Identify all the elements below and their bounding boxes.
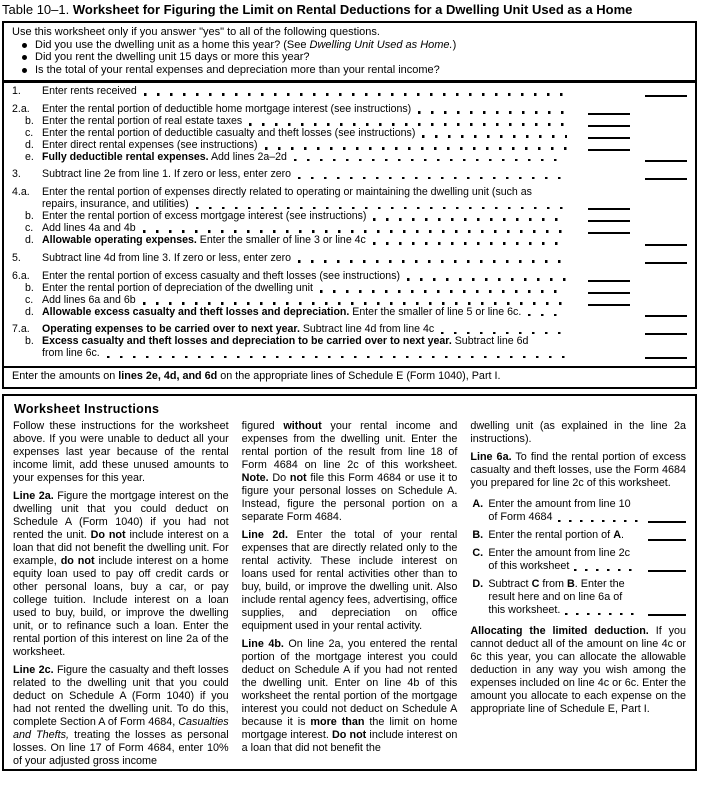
dot-leader [265,147,567,150]
text-segment: on the appropriate lines of Schedule E (Form 1040), Part I. [217,370,501,383]
line-number: 4.a. [12,186,30,199]
entry-blank [648,539,686,541]
item-line-text [488,511,552,524]
line-number: b. [25,114,34,127]
text-segment: Allocating the limited deduction. [470,625,649,637]
item-letter: C. [472,547,484,559]
description-line [42,336,581,348]
line-number: c. [25,293,34,306]
dot-leader [294,159,567,162]
dot-leader [565,613,638,615]
line-number: d. [25,233,34,246]
entry-blank [648,570,686,572]
description-last-line [42,253,581,265]
item-text [488,547,644,573]
text-segment: not [289,472,307,484]
item-amount-cell [644,614,686,617]
dot-leader [373,242,567,245]
entry-blank [645,262,687,264]
item-line [488,578,644,591]
text-segment: file this Form 4684 or use it to figure your personal losses on Schedule A. Instead, figure the personal portion on a separate Form 4684. [241,472,458,523]
bullet-icon [22,68,27,73]
text-segment: . Enter the [574,578,625,590]
text-segment: Do not [331,729,367,741]
entry-blank [588,137,630,139]
entry-blank [588,113,630,115]
dot-leader [528,314,567,317]
questions-bullet-list [12,39,687,77]
worksheet-row [12,235,687,247]
text-segment: this worksheet. [488,604,561,616]
text-segment: On line 2a, you entered the rental portion of the mortgage interest you could deduct on Schedule A if you had not rented the dwelling unit. Enter on line 4b of this worksheet the rental portion of the mortgage interest you could not deduct on Schedule A because it is [241,638,458,728]
dot-leader [320,290,567,293]
text-segment: Line 2a. [13,490,54,502]
instructions-column [242,420,458,773]
outer-amount-cell [637,315,687,318]
line-number: d. [25,305,34,318]
dot-leader [373,218,567,221]
item-amount-cell [644,521,686,524]
item-last-line [488,604,644,617]
text-segment: your rental income and expenses from the dwelling unit. Enter the rental portion of the result from line 18 of Form 4684 on line 2c of this worksheet. [241,420,458,471]
instructions-column [13,420,229,773]
instruction-paragraph [13,664,229,768]
dot-leader [574,569,638,571]
line-number: 2.a. [12,102,30,115]
question-text [35,39,456,52]
text-segment: Enter the rental portion of deductible casualty and theft losses (see instructions) [42,126,416,139]
entry-blank [645,178,687,180]
text-segment: of this worksheet [488,560,570,572]
text-segment: Add lines 4a and 4b [42,222,136,235]
line-description [42,253,581,265]
text-segment: figured [241,420,284,432]
entry-blank [588,149,630,151]
line-number: b. [25,281,34,294]
item-text [488,529,644,542]
text-segment: Line 4b. [241,638,284,650]
entry-blank [645,357,687,359]
item-line [488,547,644,560]
text-segment: Line 2d. [241,529,288,541]
line-number: 5. [12,251,21,264]
line-description [42,152,581,164]
item-amount-cell [644,539,686,542]
dot-leader [249,123,567,126]
description-last-line [42,235,581,247]
item-line [488,591,644,604]
entry-blank [588,304,630,306]
line-number: b. [25,210,34,223]
question-bullet [12,39,687,52]
line-number: 3. [12,168,21,181]
worksheet-box [2,80,697,389]
text-segment: Is the total of your rental expenses and depreciation more than your rental income? [35,63,440,76]
entry-blank [588,280,630,282]
text-segment: include interest on a home equity loan used to pay off credit cards or other personal loans, buy a car, or pay college tuition. Include interest on a loan used to buy, build, or improve the dwelling unit, or to refinance such a loan. Enter the rental portion of this interest on line 2a of the worksheet. [13,555,229,658]
text-segment: Do [268,472,290,484]
line-description [42,336,581,360]
question-text [35,51,310,64]
instructions-columns [13,420,686,773]
dot-leader [196,207,567,210]
item-line [488,498,644,511]
description-text [42,307,521,319]
item-line-text [488,560,569,573]
text-segment: Note. [241,472,269,484]
text-segment: Follow these instructions for the worksheet above. If you were unable to deduct all your expenses last year because of the rental income limit, add these unused amounts to your expenses for this year. [13,420,229,484]
description-last-line [42,324,581,336]
text-segment: Do not [90,529,126,541]
worksheet-row [12,336,687,360]
text-segment: Figure the mortgage interest on the dwelling unit that you could deduct on Schedule A (Form 1040) if you had not rented the unit. [13,490,229,541]
questions-intro: Use this worksheet only if you answer "yes" to all of the following questions. [12,26,380,38]
dot-leader [143,230,567,233]
entry-blank [648,521,686,523]
outer-amount-cell [637,160,687,163]
line-number: 7.a. [12,323,30,336]
text-segment: A [613,529,621,541]
entry-blank [645,95,687,97]
bullet-icon [22,43,27,48]
instruction-paragraph [470,451,686,490]
description-text [42,235,366,247]
text-segment: Allowable operating expenses. [42,233,197,246]
instruction-paragraph [470,625,686,716]
outer-amount-cell [637,95,687,98]
description-text [42,348,100,360]
text-segment: without [283,420,322,432]
instructions-box [2,394,697,771]
page-title [2,2,632,17]
text-segment: Add lines 6a and 6b [42,293,136,306]
description-last-line [42,307,581,319]
outer-amount-cell [637,178,687,181]
entry-blank [645,160,687,162]
worksheet-row [12,86,687,98]
question-bullet [12,51,687,64]
line-description [42,324,581,336]
line-description [42,307,581,319]
entry-blank [588,208,630,210]
text-segment: If you cannot deduct all of the amount on line 4c or 6c this year, you can allocate the allowable deduction in any way you wish among the expenses included on line 4c or 6c. Enter the amount you allocate to each expense on the appropriate line of Schedule E, Part I. [470,625,687,715]
text-segment: Enter the amount from line 2c [488,547,630,559]
instruction-paragraph [242,529,458,633]
entry-blank [645,315,687,317]
text-segment: Subtract line 4d from line 3. If zero or less, enter zero [42,251,292,264]
dot-leader [298,177,567,180]
dot-leader [418,111,567,114]
text-segment: Fully deductible rental expenses. [42,150,209,163]
text-segment: Enter direct rental expenses (see instructions) [42,138,258,151]
text-segment: Enter the smaller of line 5 or line 6c. [349,305,522,318]
text-segment: dwelling unit (as explained in the line 2a instructions). [470,420,687,445]
text-segment: To find the rental portion of excess casualty and theft losses, use the Form 4684 you prepared for line 2c of this worksheet. [470,451,687,489]
item-letter: D. [472,578,484,590]
text-segment: repairs, insurance, and utilities) [42,198,189,211]
dot-leader [407,278,567,281]
instruction-paragraph [13,490,229,659]
description-text [42,169,291,181]
text-segment: from [539,578,567,590]
text-segment: include interest on a loan that did not benefit the [241,729,458,754]
question-text [35,64,440,77]
entry-blank [645,244,687,246]
line-number: 1. [12,85,21,97]
text-segment: ) [452,38,457,51]
entry-blank [588,220,630,222]
line-number: d. [25,138,34,151]
worksheet-footer [12,360,687,385]
text-segment: B [566,578,575,590]
item-last-line [488,511,644,524]
text-segment: Enter rents received [42,85,137,97]
instructions-heading: Worksheet Instructions [14,402,160,416]
description-text [42,86,137,98]
worksheet-rows [12,86,687,360]
description-text [42,324,434,336]
text-segment: Enter the amount from line 10 [488,498,631,510]
text-segment: do not [60,555,95,567]
text-segment: Did you rent the dwelling unit 15 days or more this year? [35,51,310,64]
description-last-line [42,169,581,181]
text-segment: Line 2c. [13,664,54,676]
description-text [42,253,291,265]
entry-blank [648,614,686,616]
text-segment: from line 6c. [42,347,100,360]
table-title-text: Worksheet for Figuring the Limit on Rental Deductions for a Dwelling Unit Used as a Home [72,2,633,17]
instruction-paragraph [470,420,686,446]
text-segment: Allowable excess casualty and theft losses and depreciation. [42,305,350,318]
worksheet-row [12,187,687,211]
dot-leader [441,332,567,335]
text-segment: Casualties and Thefts, [13,716,229,741]
question-bullet [12,64,687,77]
text-segment: Enter the rental portion of deductible home mortgage interest (see instructions) [42,102,412,115]
description-last-line [42,348,581,360]
worksheet-row [12,169,687,181]
text-segment: Enter the rental portion of excess casualty and theft losses (see instructions) [42,269,401,282]
text-segment: Enter the rental portion of expenses directly related to operating or maintaining the dwelling unit (such as [42,187,532,199]
text-segment: the limit on home mortgage interest. [241,716,458,741]
item-last-line [488,529,644,542]
instructions-column [470,420,686,773]
subworksheet-item [472,578,686,617]
item-line-text [488,604,560,617]
line-number: c. [25,126,34,139]
text-segment: Subtract [488,578,532,590]
dot-leader [144,93,567,96]
text-segment: Operating expenses to be carried over to next year. [42,323,300,336]
text-segment: C [531,578,540,590]
item-amount-cell [644,570,686,573]
subworksheet-item [472,529,686,542]
item-last-line [488,560,644,573]
text-segment: Enter the total of your rental expenses that are directly related only to the rental activity. These include interest on loans used for rental activities other than to buy, build, or improve the dwelling unit. Also include rental agency fees, advertising, office supplies, and depreciation on office equipment used in your rental activity. [241,529,458,632]
text-segment: result here and on line 6a of [488,591,623,603]
worksheet-row [12,307,687,319]
bullet-icon [22,55,27,60]
description-last-line [42,152,581,164]
text-segment: Subtract line 6d [451,336,529,348]
worksheet-row [12,324,687,336]
line-number: e. [25,150,34,163]
line-number: 6.a. [12,269,30,282]
text-segment: Enter the amounts on [12,370,119,383]
line-description [42,169,581,181]
entry-blank [588,292,630,294]
text-segment: treating the losses as personal losses. On line 17 of Form 4684, enter 10% of your adjusted gross income [13,729,229,767]
text-segment: Did you use the dwelling unit as a home this year? (See [35,38,310,51]
text-segment: Enter the rental portion of real estate taxes [42,114,243,127]
line-description [42,187,581,211]
line-description [42,86,581,98]
item-letter: B. [472,529,484,541]
dot-leader [422,135,567,138]
line-number: c. [25,222,34,235]
text-segment: Enter the smaller of line 3 or line 4c [196,233,366,246]
dot-leader [298,260,567,263]
text-segment: include interest on a loan that did not benefit the dwelling unit. For example, [13,529,229,567]
dot-leader [143,302,567,305]
table-number-label: Table 10–1. [2,2,70,17]
text-segment: of Form 4684 [488,511,553,523]
text-segment: Subtract line 2e from line 1. If zero or less, enter zero [42,168,292,181]
text-segment: Subtract line 4d from line 4c [299,323,435,336]
instruction-paragraph [13,420,229,485]
entry-blank [588,125,630,127]
text-segment: Line 6a. [470,451,512,463]
footer-text [12,368,687,383]
worksheet-row [12,152,687,164]
text-segment: more than [310,716,365,728]
description-last-line [42,86,581,98]
line-description [42,235,581,247]
outer-amount-cell [637,262,687,265]
worksheet-row [12,253,687,265]
item-text [488,498,644,524]
item-text [488,578,644,617]
text-segment: Enter the rental portion of depreciation of the dwelling unit [42,281,313,294]
dot-leader [558,520,638,522]
item-line-text [488,529,624,542]
entry-blank [645,333,687,335]
description-text [42,152,287,164]
text-segment: Dwelling Unit Used as Home. [309,38,453,51]
outer-amount-cell [637,244,687,247]
subworksheet-item [472,498,686,524]
subworksheet-item [472,547,686,573]
text-segment: Enter the rental portion of excess mortgage interest (see instructions) [42,210,367,223]
text-segment: Enter the rental portion of [488,529,614,541]
text-segment: Excess casualty and theft losses and depreciation to be carried over to next year. [42,336,452,348]
text-segment: Add lines 2a–2d [208,150,287,163]
text-segment: lines 2e, 4d, and 6d [118,370,218,383]
instruction-paragraph [242,638,458,755]
questions-box [2,21,697,83]
item-letter: A. [472,498,484,510]
line-number: b. [25,335,34,348]
entry-blank [588,232,630,234]
text-segment: . [621,529,624,541]
text-segment: Figure the casualty and theft losses related to the dwelling unit that you could deduct on Schedule A (Form 1040) if you had not rented the dwelling unit. To do this, complete Section A of Form 4684, [13,664,229,728]
dot-leader [107,356,567,359]
instruction-paragraph [242,420,458,524]
